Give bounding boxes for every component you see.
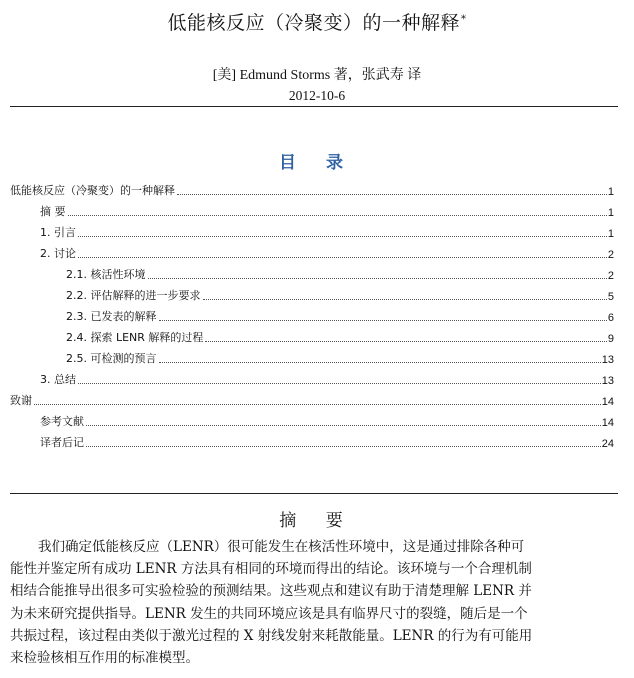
title-footnote-mark: *: [461, 13, 467, 25]
toc-leader-dots: [34, 403, 601, 405]
toc-entry-label: 2.3. 已发表的解释: [66, 310, 157, 323]
toc-entry[interactable]: [40, 413, 614, 429]
toc-entry[interactable]: [66, 266, 614, 282]
toc-leader-dots: [159, 361, 601, 363]
toc-leader-dots: [86, 445, 601, 447]
toc-entry-label: 致谢: [10, 394, 32, 407]
toc-entry-label: 2.2. 评估解释的进一步要求: [66, 289, 201, 302]
toc-entry-page: 9: [607, 333, 614, 345]
toc-entry-page: 13: [601, 375, 614, 387]
abstract-line: 相结合能推导出很多可实验检验的预测结果。这些观点和建议有助于清楚理解 LENR 并: [10, 583, 532, 600]
toc-entry[interactable]: [40, 245, 614, 261]
abstract-heading: 摘 要: [279, 511, 355, 531]
document-title: [0, 8, 634, 35]
toc-entry-page: 5: [607, 291, 614, 303]
toc-entry[interactable]: [66, 329, 614, 345]
toc-leader-dots: [78, 235, 607, 237]
date-line: 2012-10-6: [288, 88, 346, 103]
toc-entry-page: 13: [601, 354, 614, 366]
header-divider: [10, 106, 618, 107]
toc-entry-page: 6: [607, 312, 614, 324]
abstract-body: [10, 536, 614, 669]
toc-leader-dots: [68, 214, 607, 216]
toc-entry[interactable]: [40, 434, 614, 450]
toc-entry-label: 参考文献: [40, 415, 84, 428]
toc-entry[interactable]: [66, 287, 614, 303]
toc-leader-dots: [78, 382, 601, 384]
toc-entry-label: 1. 引言: [40, 226, 76, 239]
toc-entry-page: 1: [607, 207, 614, 219]
toc-leader-dots: [203, 298, 607, 300]
toc-leader-dots: [159, 319, 607, 321]
toc-entry[interactable]: [40, 203, 614, 219]
toc-entry[interactable]: [40, 371, 614, 387]
toc-entry-label: 2.1. 核活性环境: [66, 268, 146, 281]
abstract-line: 来检验核相互作用的标准模型。: [10, 649, 199, 666]
toc-entry-page: 1: [607, 186, 614, 198]
toc-entry-page: 2: [607, 249, 614, 261]
toc-entry[interactable]: [10, 182, 614, 198]
toc-leader-dots: [86, 424, 601, 426]
toc-entry-page: 14: [601, 417, 614, 429]
toc-entry-label: 低能核反应（冷聚变）的一种解释: [10, 184, 175, 197]
title-text: 低能核反应（冷聚变）的一种解释: [167, 12, 460, 34]
toc-leader-dots: [78, 256, 607, 258]
abstract-line: 我们确定低能核反应（LENR）很可能发生在核活性环境中，这是通过排除各种可: [38, 539, 525, 555]
toc-entry[interactable]: [10, 392, 614, 408]
abstract-line: 为未来研究提供指导。LENR 发生的共同环境应该是具有临界尺寸的裂缝，随后是一个: [10, 605, 528, 622]
toc-entry-label: 2.5. 可检测的预言: [66, 352, 157, 365]
toc-entry[interactable]: [66, 308, 614, 324]
toc-entry-page: 24: [601, 438, 614, 450]
toc-entry-page: 1: [607, 228, 614, 240]
abstract-line: 能性并鉴定所有成功 LENR 方法具有相同的环境而得出的结论。该环境与一个合理机制: [10, 561, 532, 578]
toc-entry-label: 摘 要: [40, 205, 66, 218]
section-divider: [10, 493, 618, 494]
toc-entry-page: 2: [607, 270, 614, 282]
toc-leader-dots: [148, 277, 607, 279]
toc-leader-dots: [177, 193, 607, 195]
toc-leader-dots: [205, 340, 606, 342]
toc-heading: 目 录: [279, 153, 355, 173]
author-line: [美] Edmund Storms 著，张武寿 译: [212, 68, 422, 83]
toc-entry-label: 译者后记: [40, 436, 84, 449]
toc-entry-label: 2.4. 探索 LENR 解释的过程: [66, 331, 204, 344]
toc-entry[interactable]: [66, 350, 614, 366]
abstract-line: 共振过程，该过程由类似于激光过程的 X 射线发射来耗散能量。LENR 的行为有可能用: [10, 627, 533, 644]
toc-entry-label: 2. 讨论: [40, 247, 76, 260]
toc-entry-page: 14: [601, 396, 614, 408]
toc-entry[interactable]: [40, 224, 614, 240]
toc-entry-label: 3. 总结: [40, 373, 76, 386]
